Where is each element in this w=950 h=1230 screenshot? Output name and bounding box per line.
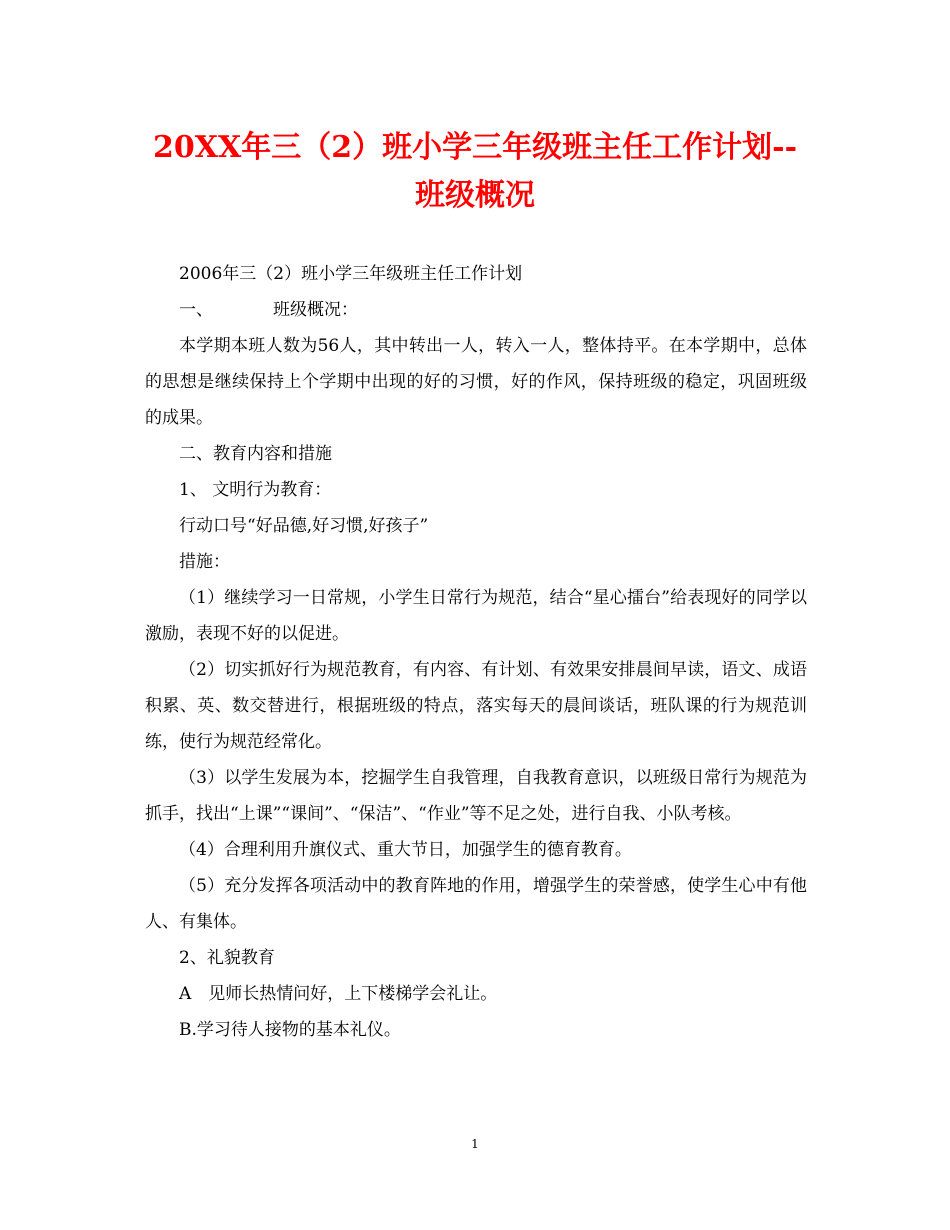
page-number: 1 bbox=[471, 1137, 479, 1151]
paragraph-measure-3: （3）以学生发展为本，挖掘学生自我管理，自我教育意识，以班级日常行为规范为抓手，找出“上课”“课间”、“保洁”、“作业”等不足之处，进行自我、小队考核。 bbox=[145, 768, 807, 824]
paragraph-measure-2: （2）切实抓好行为规范教育，有内容、有计划、有效果安排晨间早读，语文、成语积累、英、数交替进行，根据班级的特点，落实每天的晨间谈话，班队课的行为规范训练，使行为规范经常化。 bbox=[145, 660, 807, 752]
paragraph-measures: 措施： bbox=[179, 552, 230, 572]
section-one-label: 班级概况： bbox=[273, 300, 358, 320]
document-body bbox=[145, 256, 807, 1048]
paragraph-courtesy-b: B.学习待人接物的基本礼仪。 bbox=[179, 1020, 401, 1040]
paragraph-plan-heading: 2006年三（2）班小学三年级班主任工作计划 bbox=[179, 264, 523, 284]
paragraph-section-one bbox=[145, 292, 807, 328]
paragraph-measure-1: （1）继续学习一日常规，小学生日常行为规范，结合“星心擂台”给表现好的同学以激励，表现不好的以促进。 bbox=[145, 588, 807, 644]
document-title: 20XX年三（2）班小学三年级班主任工作计划--班级概况 bbox=[152, 130, 798, 213]
paragraph-measure-5: （5）充分发挥各项活动中的教育阵地的作用，增强学生的荣誉感，使学生心中有他人、有集体。 bbox=[145, 876, 807, 932]
paragraph-civilized-behavior: 1、 文明行为教育： bbox=[179, 480, 332, 500]
paragraph-action-slogan: 行动口号“好品德,好习惯,好孩子” bbox=[179, 516, 429, 536]
paragraph-measure-4: （4）合理利用升旗仪式、重大节日，加强学生的德育教育。 bbox=[179, 840, 632, 860]
paragraph-class-overview: 本学期本班人数为56人，其中转出一人，转入一人，整体持平。在本学期中，总体的思想是继续保持上个学期中出现的好的习惯，好的作风，保持班级的稳定，巩固班级的成果。 bbox=[145, 336, 807, 428]
paragraph-courtesy-education: 2、礼貌教育 bbox=[179, 948, 275, 968]
paragraph-section-two: 二、教育内容和措施 bbox=[179, 444, 332, 464]
section-one-number: 一、 bbox=[179, 300, 213, 320]
paragraph-courtesy-a: A 见师长热情问好，上下楼梯学会礼让。 bbox=[179, 984, 498, 1004]
